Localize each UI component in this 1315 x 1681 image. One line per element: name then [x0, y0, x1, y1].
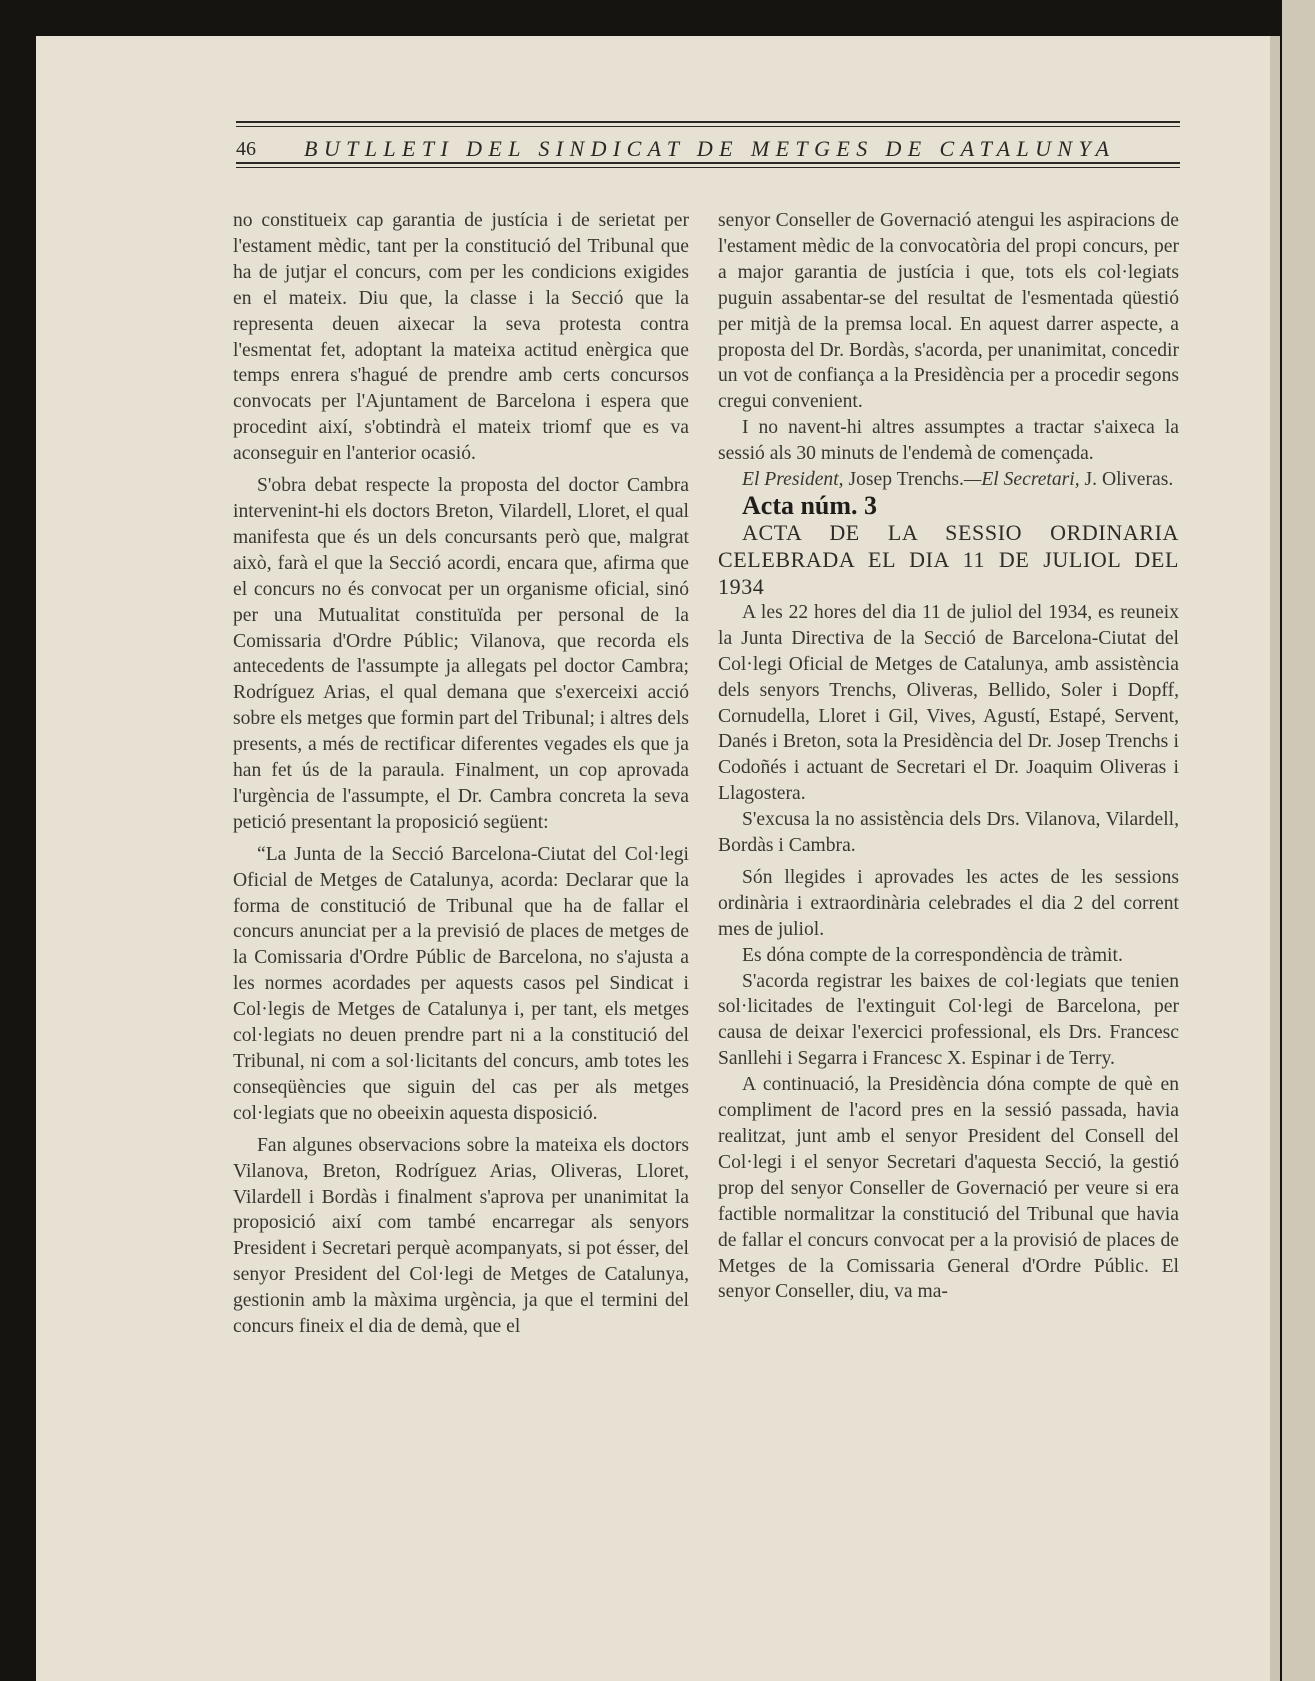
running-header — [236, 136, 1180, 166]
right-column — [718, 208, 1179, 1305]
paragraph: S'excusa la no assistència dels Drs. Vilanova, Vilardell, Bordàs i Cambra. — [718, 809, 1179, 857]
paragraph: I no navent-hi altres assumptes a tractar s'aixeca la sessió als 30 minuts de l'endemà de començada. — [718, 417, 1179, 465]
president-label: El President, — [742, 469, 844, 491]
page-number: 46 — [236, 138, 256, 160]
paragraph: S'acorda registrar les baixes de col·legiats que tenien sol·licitades de l'extinguit Col·legi de Barcelona, per causa de deixar l'exercici professional, els Drs. Francesc Sanllehi i Segarra i Francesc X. Espinar i de Terry. — [718, 970, 1179, 1070]
signature-line — [718, 467, 1179, 493]
president-name: Josep Trenchs. — [848, 469, 964, 491]
paragraph: Es dóna compte de la correspondència de tràmit. — [742, 944, 1123, 966]
left-column — [233, 208, 689, 1340]
secretary-name: J. Oliveras. — [1084, 469, 1174, 491]
paragraph: Fan algunes observacions sobre la mateixa els doctors Vilanova, Breton, Rodríguez Arias, Oliveras, Lloret, Vilardell i Bordàs i finalment s'aprova per unanimitat la proposició així com també encarregar als senyors President i Secretari perquè acompanyats, si pot ésser, del senyor President del Col·legi de Metges de Catalunya, gestionin amb la màxima urgència, ja que el termini del concurs fineix el dia de demà, que el — [233, 1134, 689, 1338]
page-edge-shadow — [1270, 36, 1280, 1681]
paragraph: S'obra debat respecte la proposta del doctor Cambra intervenint-hi els doctors Breton, Vilardell, Lloret, el qual manifesta que és un dels concursants però que, malgrat això, farà el que la Secció acordi, encara que, afirma que el concurs no és convocat per un organisme oficial, sinó per una Mutualitat constituïda per personal de la Comissaria d'Ordre Públic; Vilanova, que recorda els antecedents de l'assumpte ja allegats pel doctor Cambra; Rodríguez Arias, el qual demana que s'exerceixi acció sobre els metges que formin part del Tribunal; i altres dels presents, a més de rectificar diferentes vegades els que ja han fet ús de la paraula. Finalment, un cop aprovada l'urgència de l'assumpte, el Dr. Cambra concreta la seva petició presentant la proposició següent: — [233, 475, 690, 833]
header-rule-bottom-thin — [236, 167, 1180, 168]
header-rule-top — [236, 121, 1180, 123]
secretary-label: —El Secretari, — [963, 469, 1080, 491]
act-title: Acta núm. 3 — [742, 490, 878, 520]
paragraph: no constitueix cap garantia de justícia i de serietat per l'estament mèdic, tant per la constitució del Tribunal que ha de jutjar el concurs, com per les condicions exigides en el mateix. Diu que, la classe i la Secció que la representa deuen aixecar la seva protesta contra l'esmentat fet, adoptant la mateixa actitud enèrgica que temps enrera s'hagué de prendre amb certs concursos convocats per l'Ajuntament de Barcelona i espera que procedint així, s'obtindrà el mateix triomf que es va aconseguir en l'anterior ocasió. — [233, 210, 689, 465]
paragraph: senyor Conseller de Governació atengui les aspiracions de l'estament mèdic de la convocatòria del propi concurs, per a major garantia de justícia i que, tots els col·legiats puguin assabentar-se del resultat de l'esmentada qüestió per mitjà de la premsa local. En aquest darrer aspecte, a proposta del Dr. Bordàs, s'acorda, per unanimitat, concedir un vot de confiança a la Presidència per a procedir segons cregui convenient. — [718, 210, 1179, 413]
paragraph: “La Junta de la Secció Barcelona-Ciutat del Col·legi Oficial de Metges de Catalunya, acorda: Declarar que la forma de constitució de Tribunal que ha de fallar el concurs anunciat per a la previsió de places de metges de la Comissaria d'Ordre Públic de Barcelona, no s'ajusta a les normes acordades per aquests casos pel Sindicat i Col·legis de Metges de Catalunya i, per tant, els metges col·legiats no deuen prendre part ni a la constitució del Tribunal, ni com a sol·licitants del concurs, amb totes les conseqüències que siguin del cas per als metges col·legiats que no obeeixin aquesta disposició. — [233, 843, 689, 1124]
paragraph: A les 22 hores del dia 11 de juliol del 1934, es reuneix la Junta Directiva de la Secció de Barcelona-Ciutat del Col·legi Oficial de Metges de Catalunya, amb assistència dels senyors Trenchs, Oliveras, Bellido, Soler i Dopff, Cornudella, Lloret i Gil, Vives, Agustí, Estapé, Servent, Danés i Breton, sota la Presidència del Dr. Josep Trenchs i Codoñés i actuant de Secretari el Dr. Joaquim Oliveras i Llagostera. — [718, 601, 1179, 805]
header-rule-top-thin — [236, 126, 1180, 127]
paragraph: Són llegides i aprovades les actes de les sessions ordinària i extraordinària celebrades el dia 2 del corrent mes de juliol. — [718, 866, 1179, 940]
paragraph: A continuació, la Presidència dóna compte de què en compliment de l'acord pres en la sessió passada, havia realitzat, junt amb el senyor President del Consell del Col·legi i el senyor Secretari d'aquesta Secció, la gestió prop del senyor Conseller de Governació per veure si era factible normalitzar la constitució del Tribunal que havia de fallar el concurs convocat per a la provisió de places de Metges de la Comissaria General d'Ordre Públic. El senyor Conseller, diu, va ma- — [718, 1074, 1179, 1303]
running-title: BUTLLETI DEL SINDICAT DE METGES DE CATALUNYA — [304, 136, 1116, 161]
act-subtitle: ACTA DE LA SESSIO ORDINARIA CELEBRADA EL DIA 11 DE JULIOL DEL 1934 — [718, 519, 1179, 599]
adjacent-page-edge — [1282, 0, 1315, 1681]
